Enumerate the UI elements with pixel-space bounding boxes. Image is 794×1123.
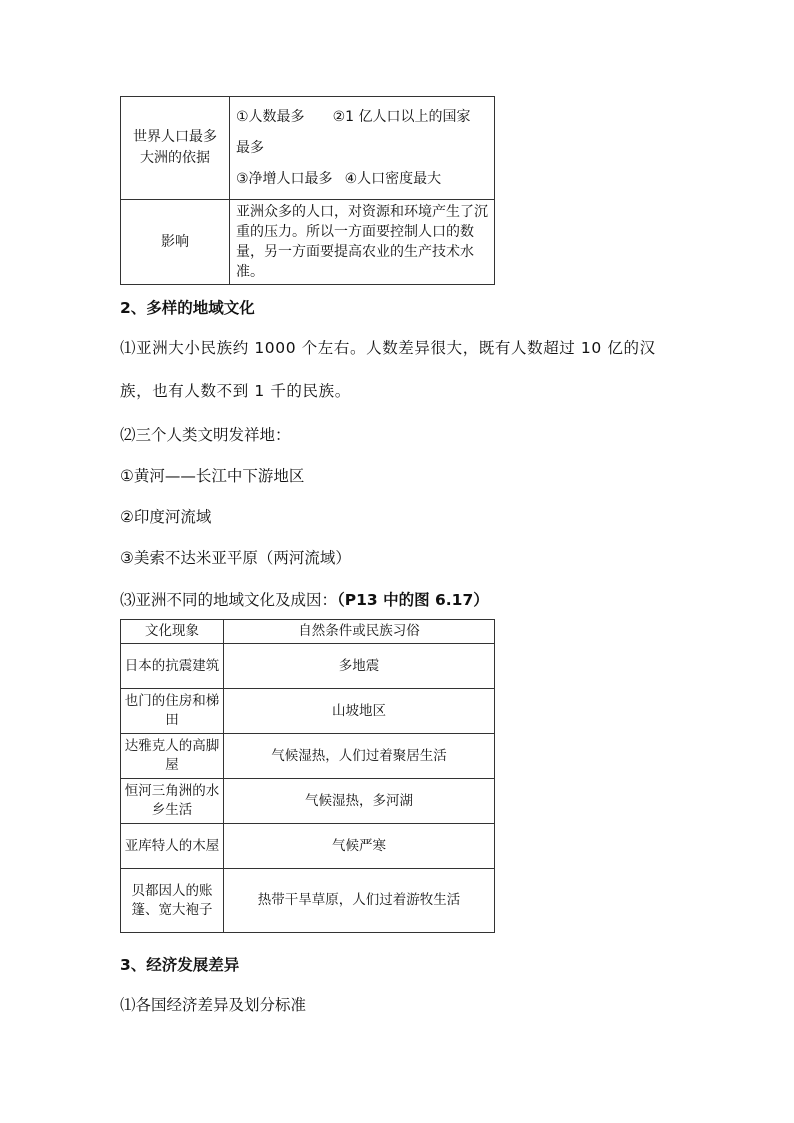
figure-reference: （P13 中的图 6.17）	[337, 591, 489, 609]
phenomenon-cell: 贝都因人的账篷、宽大袍子	[121, 869, 224, 933]
cause-cell: 气候湿热，人们过着聚居生活	[224, 734, 495, 779]
row-label: 世界人口最多大洲的依据	[121, 97, 230, 200]
phenomenon-cell: 日本的抗震建筑	[121, 644, 224, 689]
paragraph: ⑴亚洲大小民族约 1000 个左右。人数差异很大，既有人数超过 10 亿的汉族，也有人数不到 1 千的民族。	[120, 339, 656, 400]
table-row	[121, 824, 495, 869]
table-row	[121, 689, 495, 734]
culture-table	[120, 619, 495, 933]
table-row	[121, 779, 495, 824]
table-row	[121, 644, 495, 689]
table-row	[121, 734, 495, 779]
list-item: ②印度河流域	[120, 508, 212, 526]
row-label: 影响	[121, 200, 230, 285]
phenomenon-cell: 达雅克人的高脚屋	[121, 734, 224, 779]
column-header: 文化现象	[121, 620, 224, 644]
section-heading: 3、经济发展差异	[120, 956, 240, 974]
section-heading: 2、多样的地域文化	[120, 299, 255, 317]
list-item: ①黄河——长江中下游地区	[120, 467, 305, 485]
cause-cell: 气候湿热，多河湖	[224, 779, 495, 824]
row-content: 亚洲众多的人口，对资源和环境产生了沉重的压力。所以一方面要控制人口的数量，另一方面要提高农业的生产技术水准。	[230, 200, 495, 285]
cause-cell: 热带干旱草原，人们过着游牧生活	[224, 869, 495, 933]
table-header-row	[121, 620, 495, 644]
table-row	[121, 869, 495, 933]
table-row	[121, 97, 495, 200]
paragraph: ⑵三个人类文明发祥地：	[120, 426, 291, 444]
paragraph-text: ⑶亚洲不同的地域文化及成因：	[120, 591, 338, 609]
cause-cell: 气候严寒	[224, 824, 495, 869]
content-line: ③净增人口最多 ④人口密度最大	[236, 170, 442, 187]
table-row	[121, 200, 495, 285]
phenomenon-cell: 亚库特人的木屋	[121, 824, 224, 869]
paragraph	[120, 588, 489, 610]
cause-cell: 多地震	[224, 644, 495, 689]
population-table	[120, 96, 495, 285]
content-line: ①人数最多 ②1 亿人口以上的国家	[236, 108, 471, 125]
cause-cell: 山坡地区	[224, 689, 495, 734]
row-content	[230, 97, 495, 200]
paragraph: ⑴各国经济差异及划分标准	[120, 996, 307, 1014]
column-header: 自然条件或民族习俗	[224, 620, 495, 644]
phenomenon-cell: 恒河三角洲的水乡生活	[121, 779, 224, 824]
phenomenon-cell: 也门的住房和梯田	[121, 689, 224, 734]
list-item: ③美索不达米亚平原（两河流域）	[120, 549, 351, 567]
content-line: 最多	[236, 139, 264, 156]
